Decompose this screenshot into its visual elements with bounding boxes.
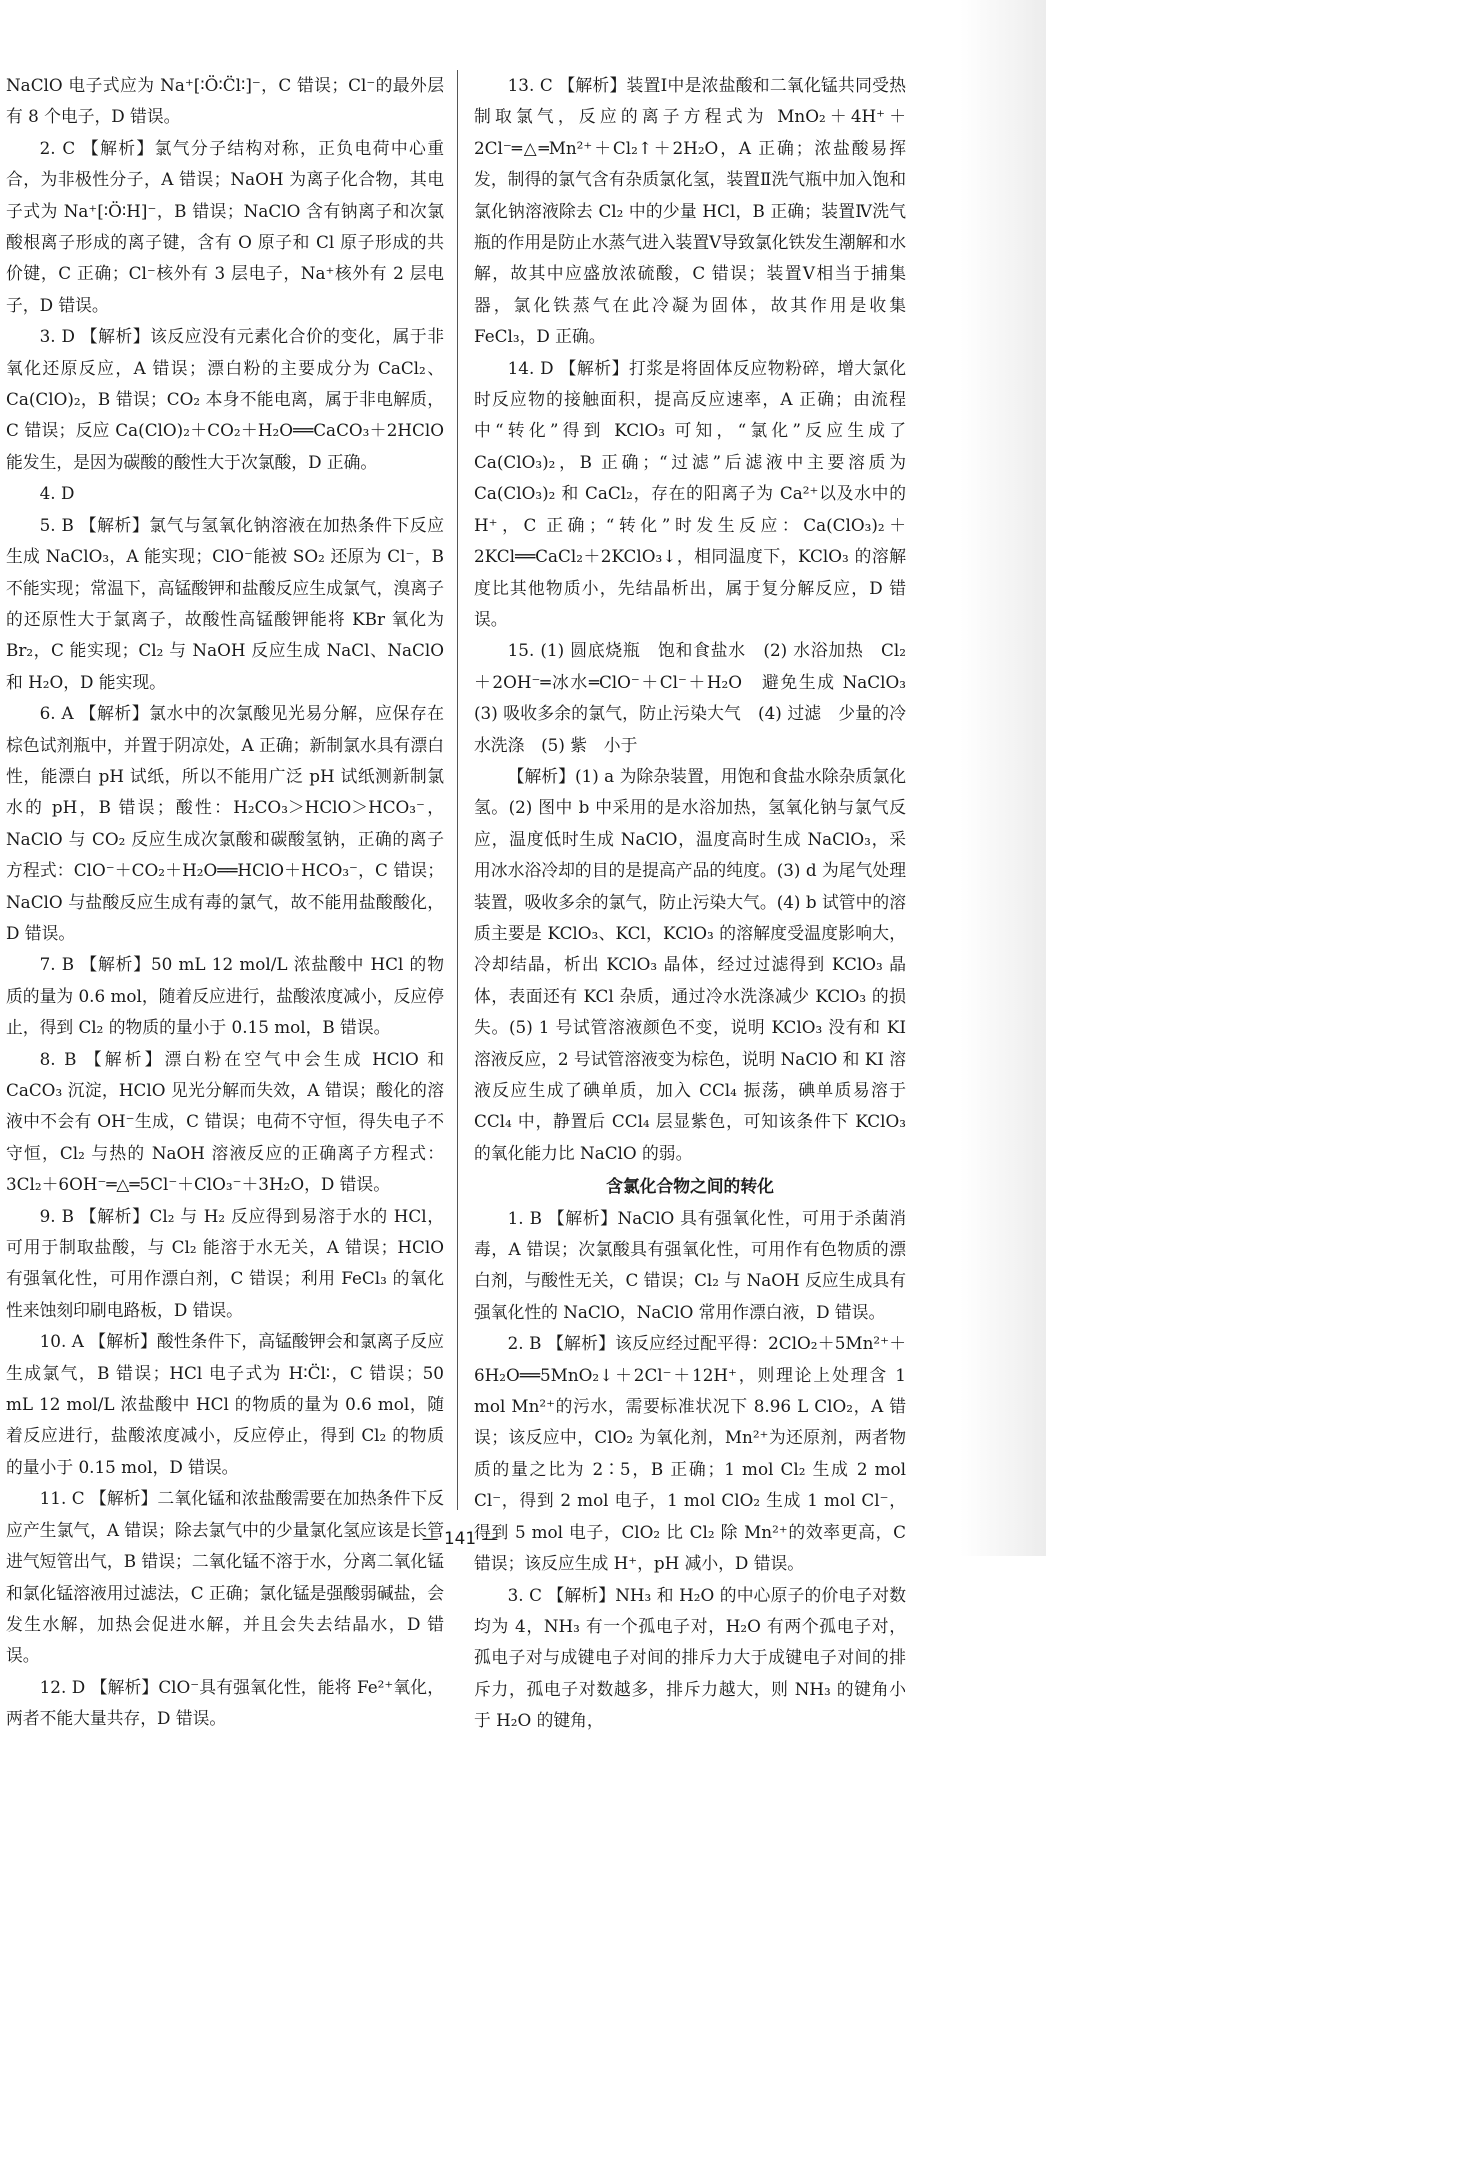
answer-paragraph: 14. D 【解析】打浆是将固体反应物粉碎，增大氯化时反应物的接触面积，提高反应速率，A 正确；由流程中“转化”得到 KClO₃ 可知，“氯化”反应生成了 Ca(ClO₃)₂，B 正确；“过滤”后滤液中主要溶质为 Ca(ClO₃)₂ 和 CaCl₂，存在的阳离子为 Ca²⁺以及水中的 H⁺，C 正确；“转化”时发生反应：Ca(ClO₃)₂＋2KCl══CaCl₂＋2KClO₃↓，相同温度下，KClO₃ 的溶解度比其他物质小，先结晶析出，属于复分解反应，D 错误。	[474, 357, 906, 629]
answer-paragraph: 11. C 【解析】二氧化锰和浓盐酸需要在加热条件下反应产生氯气，A 错误；除去氯气中的少量氯化氢应该是长管进气短管出气，B 错误；二氧化锰不溶于水，分离二氧化锰和氯化锰溶液用过滤法，C 正确；氯化锰是强酸弱碱盐，会发生水解，加热会促进水解，并且会失去结晶水，D 错误。	[6, 1488, 444, 1666]
answer-paragraph: 【解析】(1) a 为除杂装置，用饱和食盐水除杂质氯化氢。(2) 图中 b 中采用的是水浴加热，氢氧化钠与氯气反应，温度低时生成 NaClO，温度高时生成 NaClO₃，采用冰水浴冷却的目的是提高产品的纯度。(3) d 为尾气处理装置，吸收多余的氯气，防止污染大气。(4) b 试管中的溶质主要是 KClO₃、KCl，KClO₃ 的溶解度受温度影响大，冷却结晶，析出 KClO₃ 晶体，经过过滤得到 KClO₃ 晶体，表面还有 KCl 杂质，通过冷水洗涤减少 KClO₃ 的损失。(5) 1 号试管溶液颜色不变，说明 KClO₃ 没有和 KI 溶液反应，2 号试管溶液变为棕色，说明 NaClO 和 KI 溶液反应生成了碘单质，加入 CCl₄ 振荡，碘单质易溶于 CCl₄ 中，静置后 CCl₄ 层显紫色，可知该条件下 KClO₃ 的氧化能力比 NaClO 的弱。	[474, 765, 907, 1163]
page-number: — 141 —	[421, 1528, 499, 1548]
answer-paragraph: 4. D	[39, 483, 75, 504]
answer-paragraph: 12. D 【解析】ClO⁻具有强氧化性，能将 Fe²⁺氧化，两者不能大量共存，D 错误。	[6, 1676, 444, 1729]
answer-paragraph: 7. B 【解析】50 mL 12 mol/L 浓盐酸中 HCl 的物质的量为 0.6 mol，随着反应进行，盐酸浓度减小，反应停止，得到 Cl₂ 的物质的量小于 0.15 mol，B 错误。	[6, 954, 444, 1038]
answer-paragraph: 1. B 【解析】NaClO 具有强氧化性，可用于杀菌消毒，A 错误；次氯酸具有强氧化性，可用作有色物质的漂白剂，与酸性无关，C 错误；Cl₂ 与 NaOH 反应生成具有强氧化性的 NaClO，NaClO 常用作漂白液，D 错误。	[474, 1207, 906, 1322]
answer-paragraph: NaClO 电子式应为 Na⁺[∶Ö∶C̈l∶]⁻，C 错误；Cl⁻的最外层有 8 个电子，D 错误。	[6, 75, 444, 127]
left-column	[6, 70, 444, 1735]
answer-paragraph: 13. C 【解析】装置Ⅰ中是浓盐酸和二氧化锰共同受热制取氯气，反应的离子方程式为 MnO₂＋4H⁺＋2Cl⁻═△═Mn²⁺＋Cl₂↑＋2H₂O，A 正确；浓盐酸易挥发，制得的氯气含有杂质氯化氢，装置Ⅱ洗气瓶中加入饱和氯化钠溶液除去 Cl₂ 中的少量 HCl，B 正确；装置Ⅳ洗气瓶的作用是防止水蒸气进入装置Ⅴ导致氯化铁发生潮解和水解，故其中应盛放浓硫酸，C 错误；装置Ⅴ相当于捕集器，氯化铁蒸气在此冷凝为固体，故其作用是收集 FeCl₃，D 正确。	[474, 75, 906, 347]
answer-paragraph: 3. D 【解析】该反应没有元素化合价的变化，属于非氧化还原反应，A 错误；漂白粉的主要成分为 CaCl₂、Ca(ClO)₂，B 错误；CO₂ 本身不能电离，属于非电解质，C 错误；反应 Ca(ClO)₂＋CO₂＋H₂O══CaCO₃＋2HClO 能发生，是因为碳酸的酸性大于次氯酸，D 正确。	[6, 326, 444, 472]
right-column	[474, 70, 923, 1737]
page-edge-shadow	[960, 0, 1046, 1556]
answer-paragraph: 8. B 【解析】漂白粉在空气中会生成 HClO 和 CaCO₃ 沉淀，HClO 见光分解而失效，A 错误；酸化的溶液中不会有 OH⁻生成，C 错误；电荷不守恒，得失电子不守恒，Cl₂ 与热的 NaOH 溶液反应的正确离子方程式：3Cl₂＋6OH⁻═△═5Cl⁻＋ClO₃⁻＋3H₂O，D 错误。	[6, 1048, 444, 1195]
answer-paragraph: 6. A 【解析】氯水中的次氯酸见光易分解，应保存在棕色试剂瓶中，并置于阴凉处，A 正确；新制氯水具有漂白性，能漂白 pH 试纸，所以不能用广泛 pH 试纸测新制氯水的 pH，B 错误；酸性：H₂CO₃＞HClO＞HCO₃⁻，NaClO 与 CO₂ 反应生成次氯酸和碳酸氢钠，正确的离子方程式：ClO⁻＋CO₂＋H₂O══HClO＋HCO₃⁻，C 错误；NaClO 与盐酸反应生成有毒的氯气，故不能用盐酸酸化，D 错误。	[6, 703, 444, 943]
answer-paragraph: 10. A 【解析】酸性条件下，高锰酸钾会和氯离子反应生成氯气，B 错误；HCl 电子式为 H∶C̈l∶，C 错误；50 mL 12 mol/L 浓盐酸中 HCl 的物质的量为 0.6 mol，随着反应进行，盐酸浓度减小，反应停止，得到 Cl₂ 的物质的量小于 0.15 mol，D 错误。	[6, 1331, 444, 1477]
answer-paragraph: 15. (1) 圆底烧瓶 饱和食盐水 (2) 水浴加热 Cl₂＋2OH⁻═冰水═ClO⁻＋Cl⁻＋H₂O 避免生成 NaClO₃ (3) 吸收多余的氯气，防止污染大气 (4) 过滤 少量的冷水洗涤 (5) 紫 小于	[474, 640, 923, 755]
column-divider	[457, 70, 458, 1510]
section-title: 含氯化合物之间的转化	[606, 1176, 774, 1197]
answer-paragraph: 5. B 【解析】氯气与氢氧化钠溶液在加热条件下反应生成 NaClO₃，A 能实现；ClO⁻能被 SO₂ 还原为 Cl⁻，B 不能实现；常温下，高锰酸钾和盐酸反应生成氯气，溴离子的还原性大于氯离子，故酸性高锰酸钾能将 KBr 氧化为 Br₂，C 能实现；Cl₂ 与 NaOH 反应生成 NaCl、NaClO 和 H₂O，D 能实现。	[6, 514, 444, 692]
answer-paragraph: 3. C 【解析】NH₃ 和 H₂O 的中心原子的价电子对数均为 4，NH₃ 有一个孤电子对，H₂O 有两个孤电子对，孤电子对与成键电子对间的排斥力大于成键电子对间的排斥力，孤电子对数越多，排斥力越大，则 NH₃ 的键角小于 H₂O 的键角，	[474, 1584, 906, 1731]
answer-paragraph: 9. B 【解析】Cl₂ 与 H₂ 反应得到易溶于水的 HCl，可用于制取盐酸，与 Cl₂ 能溶于水无关，A 错误；HClO 有强氧化性，可用作漂白剂，C 错误；利用 FeCl₃ 的氧化性来蚀刻印刷电路板，D 错误。	[6, 1205, 444, 1320]
answer-paragraph: 2. C 【解析】氯气分子结构对称，正负电荷中心重合，为非极性分子，A 错误；NaOH 为离子化合物，其电子式为 Na⁺[∶Ö∶H]⁻，B 错误；NaClO 含有钠离子和次氯酸根离子形成的离子键，含有 O 原子和 Cl 原子形成的共价键，C 正确；Cl⁻核外有 3 层电子，Na⁺核外有 2 层电子，D 错误。	[6, 137, 444, 315]
answer-paragraph: 2. B 【解析】该反应经过配平得：2ClO₂＋5Mn²⁺＋6H₂O══5MnO₂↓＋2Cl⁻＋12H⁺，则理论上处理含 1 mol Mn²⁺的污水，需要标准状况下 8.96 L ClO₂，A 错误；该反应中，ClO₂ 为氧化剂，Mn²⁺为还原剂，两者物质的量之比为 2∶5，B 正确；1 mol Cl₂ 生成 2 mol Cl⁻，得到 2 mol 电子，1 mol ClO₂ 生成 1 mol Cl⁻，得到 5 mol 电子，ClO₂ 比 Cl₂ 除 Mn²⁺的效率更高，C 错误；该反应生成 H⁺，pH 减小，D 错误。	[474, 1333, 906, 1574]
